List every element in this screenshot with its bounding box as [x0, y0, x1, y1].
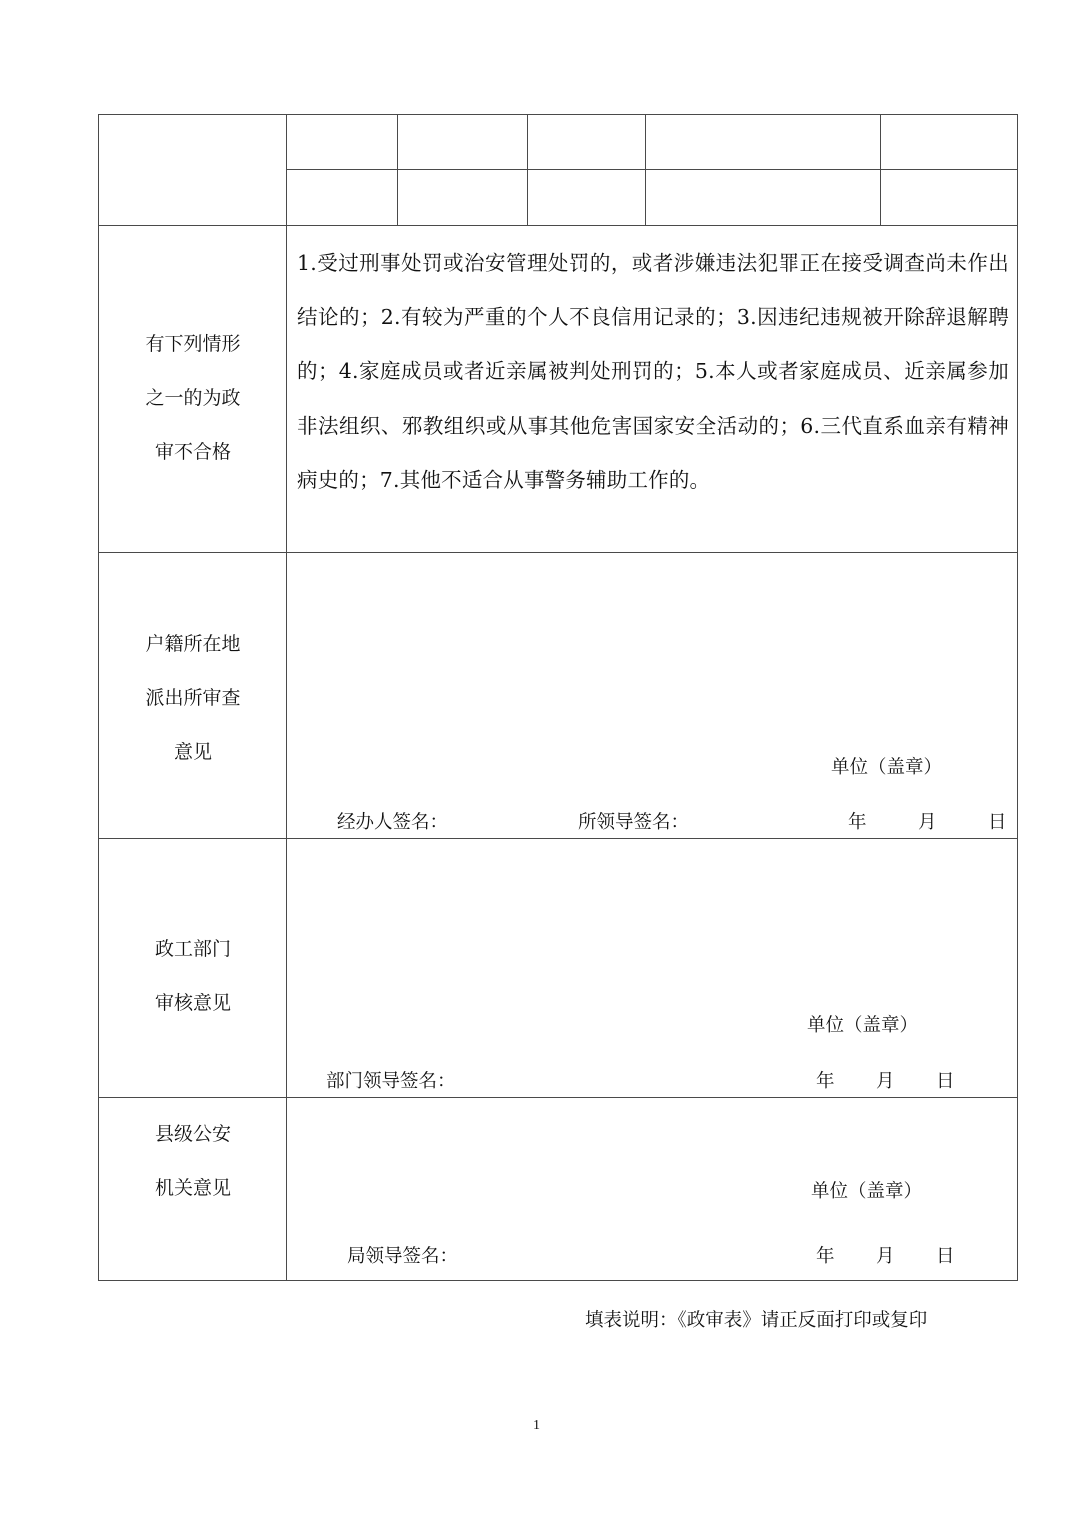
seal-label: 单位（盖章）: [831, 757, 943, 778]
disqualification-criteria: 1.受过刑事处罚或治安管理处罚的，或者涉嫌违法犯罪正在接受调查尚未作出结论的；2.有较为严重的个人不良信用记录的；3.因违纪违规被开除辞退解聘的；4.家庭成员或者近亲属被判处刑罚的；5.本人或者家庭成员、近亲属参加非法组织、邪教组织或从事其他危害国家安全活动的；6.三代直系血亲有精神病史的；7.其他不适合从事警务辅助工作的。: [297, 251, 1009, 492]
label-line: 意见: [173, 741, 212, 763]
table-border-right: [1017, 114, 1018, 1281]
date-year: 年: [848, 812, 867, 833]
label-line: 户籍所在地: [145, 633, 241, 655]
station-leader-signature-label: 所领导签名：: [578, 812, 690, 833]
date-year: 年: [816, 1246, 835, 1267]
label-line: 审不合格: [154, 441, 231, 463]
table-border-bottom: [98, 1280, 1018, 1281]
date-month: 月: [876, 1071, 895, 1092]
date-day: 日: [988, 812, 1007, 833]
table-rule: [98, 838, 1018, 839]
handler-signature-label: 经办人签名：: [337, 812, 449, 833]
label-line: 之一的为政: [145, 387, 241, 409]
label-line: 有下列情形: [145, 333, 241, 355]
seal-label: 单位（盖章）: [811, 1181, 923, 1202]
date-month: 月: [918, 812, 937, 833]
date-day: 日: [936, 1071, 955, 1092]
table-cell-divider: [645, 114, 646, 226]
table-rule: [98, 552, 1018, 553]
county-bureau-opinion-label: [99, 1107, 287, 1215]
label-line: 政工部门: [154, 938, 231, 960]
date-day: 日: [936, 1246, 955, 1267]
label-line: 县级公安: [154, 1123, 231, 1145]
date-month: 月: [876, 1246, 895, 1267]
label-line: 审核意见: [154, 992, 231, 1014]
table-cell-divider: [880, 114, 881, 226]
form-instructions-note: 填表说明：《政审表》请正反面打印或复印: [585, 1310, 928, 1331]
table-rule: [98, 1097, 1018, 1098]
dept-leader-signature-label: 部门领导签名：: [326, 1071, 456, 1092]
bureau-leader-signature-label: 局领导签名：: [347, 1246, 459, 1267]
seal-label: 单位（盖章）: [807, 1015, 919, 1036]
criteria-label: [99, 317, 287, 479]
political-dept-opinion-label: [99, 922, 287, 1030]
table-cell-divider: [397, 114, 398, 226]
police-station-opinion-label: [99, 617, 287, 779]
label-line: 派出所审查: [145, 687, 241, 709]
page-number: 1: [533, 1418, 540, 1433]
label-line: 机关意见: [154, 1177, 231, 1199]
table-cell-divider: [527, 114, 528, 226]
date-year: 年: [816, 1071, 835, 1092]
